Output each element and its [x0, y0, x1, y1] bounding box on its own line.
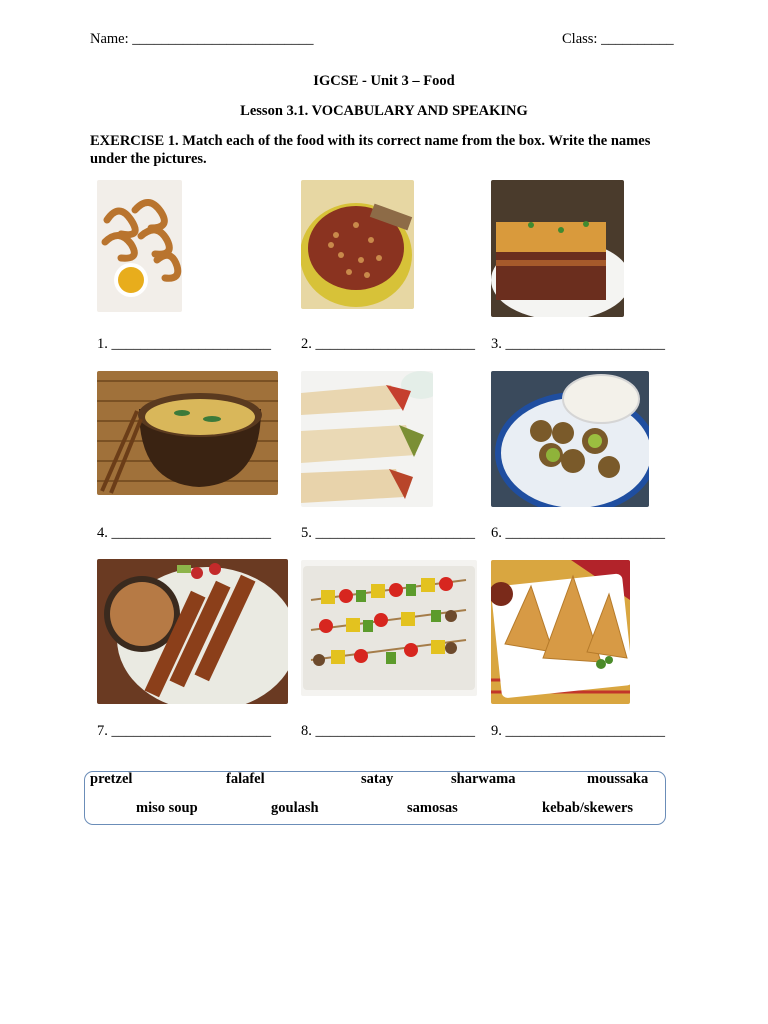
samosas-photo — [491, 560, 630, 704]
word-goulash: goulash — [271, 800, 319, 816]
page-title: IGCSE - Unit 3 – Food — [313, 73, 455, 89]
answer-line-3[interactable]: 3. ______________________ — [491, 336, 665, 352]
lesson-heading: Lesson 3.1. VOCABULARY AND SPEAKING — [240, 103, 528, 119]
moussaka-photo — [491, 180, 624, 317]
word-falafel: falafel — [226, 771, 265, 787]
answer-line-9[interactable]: 9. ______________________ — [491, 723, 665, 739]
word-satay: satay — [361, 771, 394, 787]
name-field-label: Name: _________________________ — [90, 31, 314, 47]
satay-photo — [97, 559, 288, 704]
answer-line-4[interactable]: 4. ______________________ — [97, 525, 271, 541]
answer-line-1[interactable]: 1. ______________________ — [97, 336, 271, 352]
word-pretzel: pretzel — [90, 771, 133, 787]
exercise-instruction: EXERCISE 1. Match each of the food with its correct name from the box. Write the names under the pictures. — [90, 133, 651, 167]
word-sharwama: sharwama — [451, 771, 516, 787]
sharwama-photo — [301, 371, 433, 507]
answer-line-6[interactable]: 6. ______________________ — [491, 525, 665, 541]
goulash-photo — [301, 180, 414, 309]
kebab-photo — [301, 560, 477, 696]
miso-soup-photo — [97, 371, 278, 495]
class-field-label: Class: __________ — [562, 31, 674, 47]
falafel-photo — [491, 371, 649, 507]
answer-line-7[interactable]: 7. ______________________ — [97, 723, 271, 739]
answer-line-2[interactable]: 2. ______________________ — [301, 336, 475, 352]
answer-line-8[interactable]: 8. ______________________ — [301, 723, 475, 739]
word-moussaka: moussaka — [587, 771, 649, 787]
word-miso-soup: miso soup — [136, 800, 198, 816]
pretzel-photo — [97, 180, 182, 312]
word-samosas: samosas — [407, 800, 458, 816]
answer-line-5[interactable]: 5. ______________________ — [301, 525, 475, 541]
word-kebab-skewers: kebab/skewers — [542, 800, 634, 816]
